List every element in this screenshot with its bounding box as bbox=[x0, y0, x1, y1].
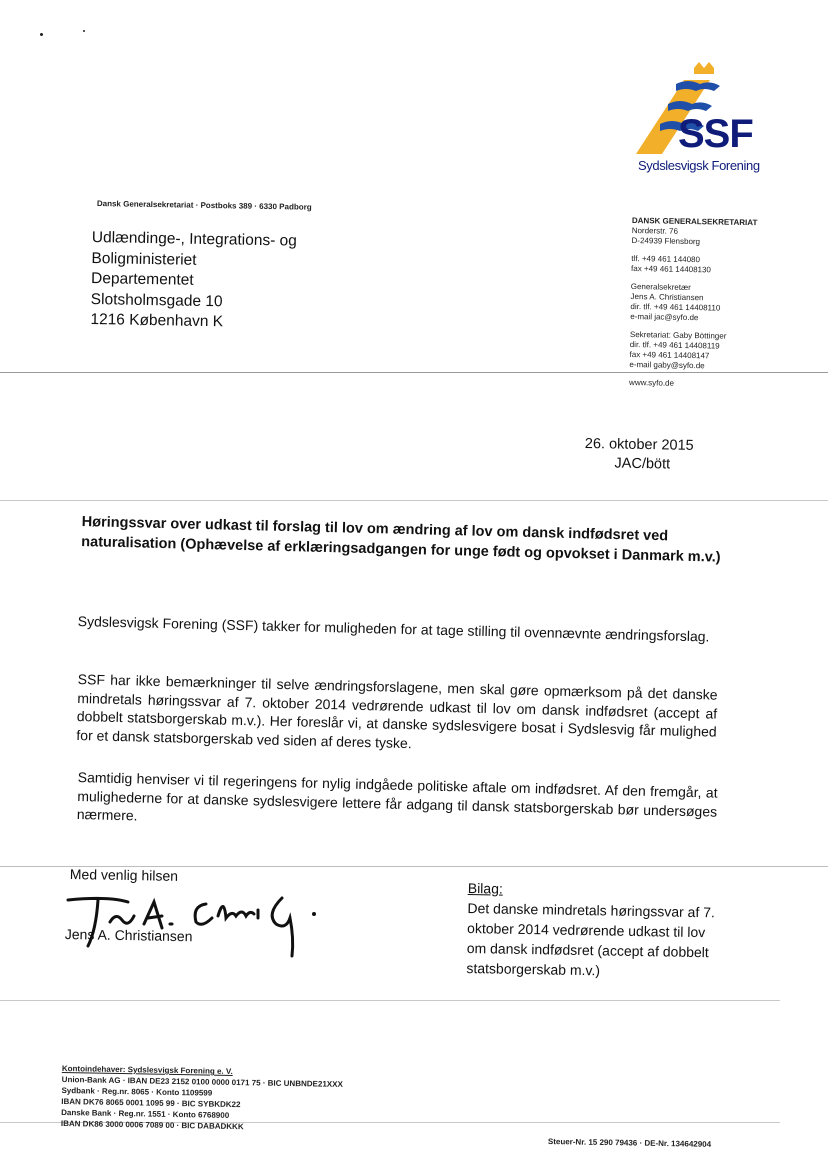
general-secretary-phone: dir. tlf. +49 461 14408110 bbox=[630, 301, 721, 313]
ssf-logo bbox=[632, 62, 762, 180]
divider-line bbox=[0, 500, 828, 501]
bank-line: Union-Bank AG · IBAN DE23 2152 0100 0000 0171 75 · BIC UNBNDE21XXX bbox=[61, 1074, 343, 1089]
secretary-fax: fax +49 461 14408147 bbox=[629, 349, 710, 361]
secretariat-phone: tlf. +49 461 144080 bbox=[631, 253, 701, 265]
letter-reference: JAC/bött bbox=[614, 455, 671, 473]
secretary-phone: dir. tlf. +49 461 14408119 bbox=[629, 339, 720, 351]
signer-name: Jens A. Christiansen bbox=[64, 926, 193, 945]
bank-line: IBAN DK86 3000 0006 7089 00 · BIC DABADKKK bbox=[60, 1118, 244, 1132]
general-secretary-email[interactable]: e-mail jac@syfo.de bbox=[630, 311, 699, 323]
recipient-line: Slotsholmsgade 10 bbox=[90, 290, 223, 310]
general-secretary-title: Generalsekretær bbox=[630, 281, 691, 293]
secretariat-heading: DANSK GENERALSEKRETARIAT bbox=[631, 216, 758, 228]
closing-salutation: Med venlig hilsen bbox=[69, 866, 179, 884]
secretary-name: Sekretariat: Gaby Böttinger bbox=[629, 329, 727, 341]
secretariat-contact-block bbox=[629, 216, 758, 398]
sender-return-address: Dansk Generalsekretariat · Postboks 389 · 6330 Padborg bbox=[96, 199, 312, 212]
bank-line: Danske Bank · Reg.nr. 1551 · Konto 6768900 bbox=[61, 1107, 230, 1120]
attachment-block bbox=[466, 878, 728, 983]
bank-details-footer bbox=[61, 1063, 343, 1134]
recipient-line: Departementet bbox=[90, 269, 194, 289]
logo-organisation-name: Sydslesvigsk Forening bbox=[638, 158, 760, 173]
secretariat-city: D-24939 Flensborg bbox=[631, 235, 701, 247]
attachment-label: Bilag: bbox=[467, 879, 503, 897]
scan-speck bbox=[40, 33, 43, 36]
website-link[interactable]: www.syfo.de bbox=[629, 377, 675, 388]
letter-subject: Høringssvar over udkast til forslag til lov om ændring af lov om dansk indfødsret ved naturalisation (Ophævelse af erklæringsadgangen for unge født og opvokset i Danmark m.v.) bbox=[81, 513, 721, 566]
recipient-line: Udlændinge-, Integrations- og bbox=[91, 228, 298, 250]
secretariat-fax: fax +49 461 14408130 bbox=[631, 263, 712, 275]
body-paragraph: Samtidig henviser vi til regeringens for nylig indgåede politiske aftale om indfødsret. Af den fremgår, at mulighederne for at danske sydslesvigere lettere får adgang til dansk statsborgerskab bør undersøges nærmere. bbox=[76, 768, 718, 824]
attachment-description: Det danske mindretals høringssvar af 7. oktober 2014 vedrørende udkast til lov om dansk indfødsret (accept af dobbelt statsborgerskab m.v.) bbox=[466, 899, 716, 979]
secretariat-street: Norderstr. 76 bbox=[631, 225, 679, 236]
bank-line: Sydbank · Reg.nr. 8065 · Konto 1109599 bbox=[61, 1085, 213, 1098]
secretary-email[interactable]: e-mail gaby@syfo.de bbox=[629, 359, 705, 371]
bank-line: IBAN DK76 8065 0001 1095 99 · BIC SYBKDK22 bbox=[61, 1096, 241, 1110]
body-paragraph: SSF har ikke bemærkninger til selve ændringsforslagene, men skal gøre opmærksom på det danske mindretals høringssvar af 7. oktober 2014 vedrørende udkast til lov om dansk indfødsret (accept af dobbelt statsborgerskab m.v.). Her foreslår vi, at danske sydslesvigere bosat i Sydslesvig får mulighed for et dansk statsborgerskab ved siden af deres tyske. bbox=[76, 670, 718, 751]
recipient-line: 1216 København K bbox=[90, 310, 224, 331]
account-holder: Kontoindehaver: Sydslesvigsk Forening e. V. bbox=[61, 1063, 233, 1076]
tax-numbers: Steuer-Nr. 15 290 79436 · DE-Nr. 134642904 bbox=[547, 1137, 712, 1149]
body-paragraph: Sydslesvigsk Forening (SSF) takker for muligheden for at tage stilling til ovennævnte ændringsforslag. bbox=[77, 612, 710, 645]
divider-line bbox=[0, 372, 828, 373]
general-secretary-name: Jens A. Christiansen bbox=[630, 291, 704, 303]
letter-date: 26. oktober 2015 bbox=[584, 435, 694, 454]
recipient-line: Boligministeriet bbox=[91, 249, 197, 269]
handwritten-signature bbox=[58, 880, 328, 960]
recipient-address bbox=[90, 228, 297, 334]
logo-wordmark: SSF bbox=[678, 112, 753, 156]
scan-speck bbox=[83, 30, 85, 32]
divider-line bbox=[0, 1000, 780, 1001]
date-reference-block bbox=[584, 435, 693, 475]
